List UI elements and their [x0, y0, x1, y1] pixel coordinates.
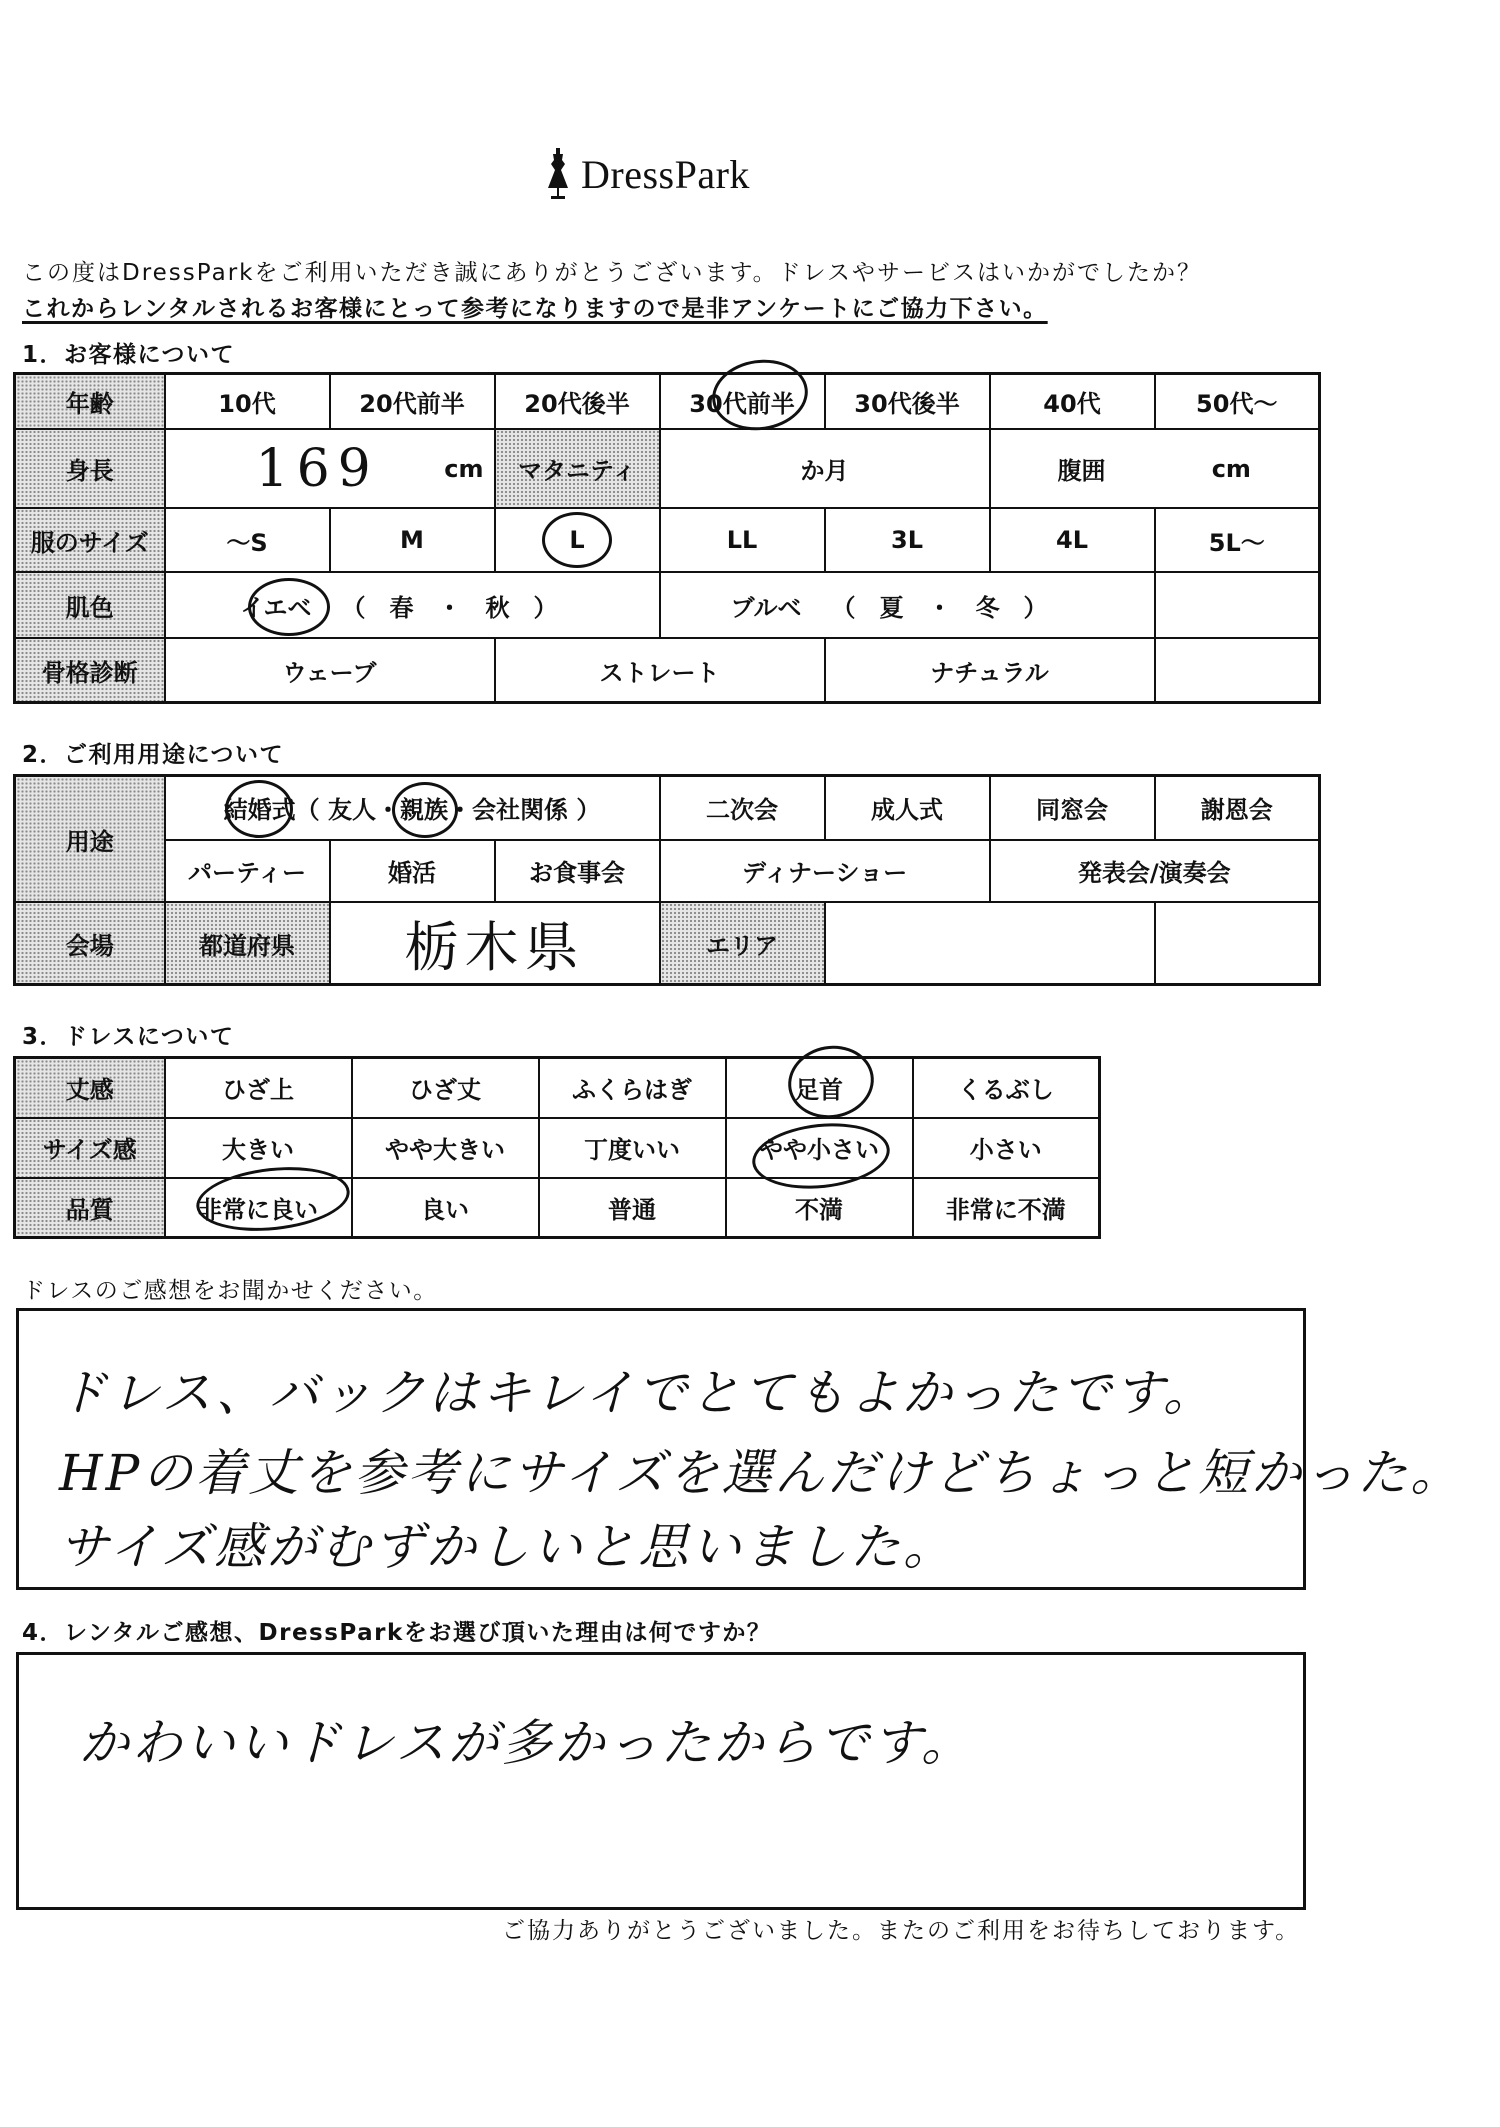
empty-cell [1155, 638, 1320, 702]
purpose-option[interactable]: 発表会/演奏会 [990, 840, 1320, 902]
height-label: 身長 [15, 429, 165, 508]
section1-title: 1．お客様について [22, 342, 236, 368]
dress-table [13, 1056, 1101, 1239]
size-option[interactable]: LL [660, 508, 825, 572]
size-option[interactable]: 3L [825, 508, 990, 572]
purpose-option[interactable]: 謝恩会 [1155, 776, 1320, 840]
separator-dot: ・ [376, 796, 400, 825]
length-option[interactable]: ひざ丈 [352, 1058, 539, 1118]
age-option[interactable]: 20代前半 [330, 374, 495, 430]
skin-yellow: イエベ [240, 593, 312, 622]
comment-line: サイズ感がむずかしいと思いました。 [59, 1518, 956, 1576]
fit-option[interactable]: 小さい [913, 1118, 1100, 1178]
fit-option[interactable]: 丁度いい [539, 1118, 726, 1178]
purpose-option[interactable]: 成人式 [825, 776, 990, 840]
size-label: 服のサイズ [15, 508, 165, 572]
paren-open: （ [295, 796, 320, 825]
logo-text: DressPark [581, 151, 750, 197]
prefecture-value: 栃木県 [404, 915, 585, 979]
age-option[interactable]: 50代～ [1155, 374, 1320, 430]
purpose-table [13, 774, 1321, 986]
length-option[interactable]: くるぶし [913, 1058, 1100, 1118]
intro-line-1: この度はDressParkをご利用いただき誠にありがとうございます。ドレスやサービスはいかがでしたか？ [22, 260, 1202, 286]
size-option[interactable]: 5L～ [1155, 508, 1320, 572]
purpose-option[interactable]: お食事会 [495, 840, 660, 902]
age-label: 年齢 [15, 374, 165, 430]
skin-blue-sub: （ 夏 ・ 冬 ） [831, 593, 1048, 622]
purpose-option[interactable]: 婚活 [330, 840, 495, 902]
paren-close: ） [576, 796, 601, 825]
section2-title: 2．ご利用用途について [22, 742, 285, 768]
prefecture-label: 都道府県 [165, 902, 330, 984]
height-value-cell[interactable] [165, 429, 495, 508]
family-option[interactable]: 親族 [400, 796, 448, 825]
fit-option-selected[interactable]: やや小さい [726, 1118, 913, 1178]
section4-title: 4．レンタルご感想、DressParkをお選び頂いた理由は何ですか？ [22, 1620, 772, 1646]
month-unit: か月 [800, 457, 849, 486]
prefecture-value-cell[interactable] [330, 902, 660, 984]
age-option[interactable]: 40代 [990, 374, 1155, 430]
age-option[interactable]: 20代後半 [495, 374, 660, 430]
customer-table [13, 372, 1321, 704]
area-value[interactable] [825, 902, 1155, 984]
quality-option[interactable]: 不満 [726, 1178, 913, 1238]
fit-option[interactable]: やや大きい [352, 1118, 539, 1178]
waist-unit: cm [1211, 454, 1251, 483]
wedding-cell[interactable] [165, 776, 660, 840]
length-option[interactable]: ひざ上 [165, 1058, 352, 1118]
size-option[interactable]: ～S [165, 508, 330, 572]
venue-label: 会場 [15, 902, 165, 984]
height-value: 169 [255, 438, 379, 499]
age-option-selected[interactable]: 30代前半 [660, 374, 825, 430]
empty-cell [1155, 572, 1320, 638]
size-option-selected[interactable]: L [495, 508, 660, 572]
company-option[interactable]: ・会社関係 [448, 796, 568, 825]
comment-prompt: ドレスのご感想をお聞かせください。 [22, 1278, 438, 1304]
friend-option[interactable]: 友人 [328, 796, 376, 825]
size-option[interactable]: 4L [990, 508, 1155, 572]
dresspark-logo [545, 148, 750, 200]
quality-option-selected[interactable]: 非常に良い [165, 1178, 352, 1238]
skin-yellow-cell[interactable] [165, 572, 660, 638]
area-label: エリア [660, 902, 825, 984]
purpose-option[interactable]: 同窓会 [990, 776, 1155, 840]
age-option[interactable]: 10代 [165, 374, 330, 430]
size-option[interactable]: M [330, 508, 495, 572]
reason-answer: かわいいドレスが多かったからです。 [79, 1714, 974, 1772]
comment-line: HPの着丈を参考にサイズを選んだけどちょっと短かった。 [59, 1444, 1464, 1502]
skin-label: 肌色 [15, 572, 165, 638]
frame-label: 骨格診断 [15, 638, 165, 702]
quality-option[interactable]: 普通 [539, 1178, 726, 1238]
fit-label: サイズ感 [15, 1118, 165, 1178]
comment-line: ドレス、バックはキレイでとてもよかったです。 [57, 1364, 1216, 1422]
wedding-option[interactable]: 結婚式 [223, 796, 296, 825]
height-unit: cm [444, 454, 484, 483]
dress-mannequin-icon [545, 148, 571, 200]
purpose-option[interactable]: ディナーショー [660, 840, 990, 902]
age-option[interactable]: 30代後半 [825, 374, 990, 430]
purpose-option[interactable]: 二次会 [660, 776, 825, 840]
section3-title: 3．ドレスについて [22, 1024, 235, 1050]
maternity-months-cell[interactable] [660, 429, 990, 508]
intro-line-2: これからレンタルされるお客様にとって参考になりますので是非アンケートにご協力下さい。 [22, 296, 1048, 322]
dress-comment-box[interactable] [16, 1308, 1464, 1590]
reason-answer-box[interactable] [16, 1652, 1306, 1910]
skin-blue-cell[interactable] [660, 572, 1155, 638]
purpose-option[interactable]: パーティー [165, 840, 330, 902]
waist-cell[interactable] [990, 429, 1320, 508]
skin-yellow-sub: （ 春 ・ 秋 ） [341, 593, 558, 622]
waist-label: 腹囲 [1057, 457, 1106, 486]
quality-label: 品質 [15, 1178, 165, 1238]
empty-cell [1155, 902, 1320, 984]
purpose-label: 用途 [15, 776, 165, 903]
fit-option[interactable]: 大きい [165, 1118, 352, 1178]
length-label: 丈感 [15, 1058, 165, 1118]
thanks-message: ご協力ありがとうございました。またのご利用をお待ちしております。 [502, 1918, 1301, 1944]
maternity-label: マタニティ [495, 429, 660, 508]
length-option[interactable]: ふくらはぎ [539, 1058, 726, 1118]
frame-option[interactable]: ナチュラル [825, 638, 1155, 702]
quality-option[interactable]: 非常に不満 [913, 1178, 1100, 1238]
frame-option[interactable]: ストレート [495, 638, 825, 702]
quality-option[interactable]: 良い [352, 1178, 539, 1238]
frame-option[interactable]: ウェーブ [165, 638, 495, 702]
skin-blue: ブルベ [730, 593, 802, 622]
length-option-selected[interactable]: 足首 [726, 1058, 913, 1118]
